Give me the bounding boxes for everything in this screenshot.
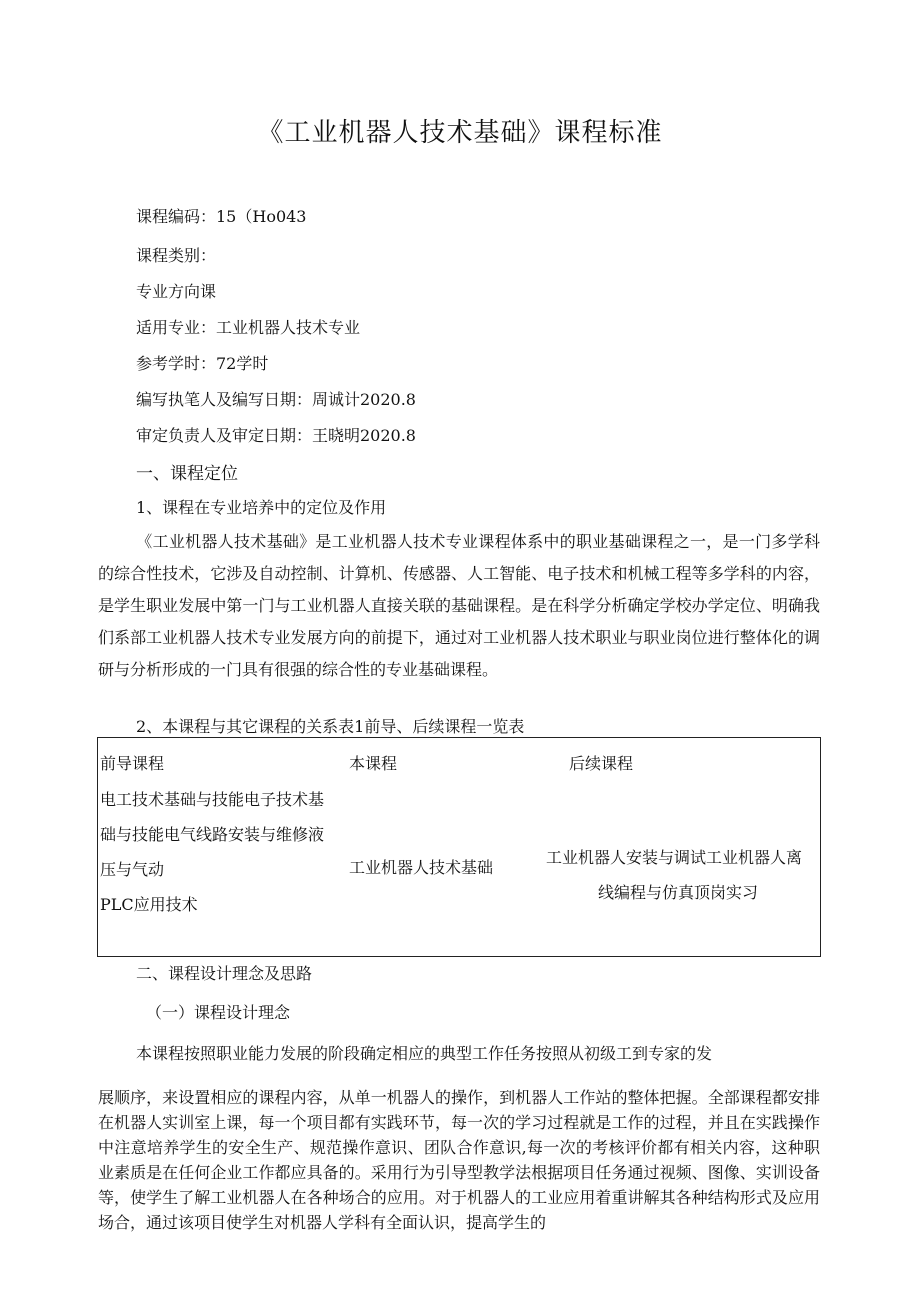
course-type-label: 课程类别： [136,246,217,265]
course-relation-table [97,737,821,957]
header-prerequisite: 前导课程 [100,754,165,773]
prereq-line: 础与技能电气线路安装与维修液 [100,825,325,844]
applicable-major: 适用专业：工业机器人技术专业 [136,318,361,337]
reviewer-date: 审定负责人及审定日期：王晓明2020.8 [136,426,416,445]
section-2-paragraph-first-line: 本课程按照职业能力发展的阶段确定相应的典型工作任务按照从初级工到专家的发 [136,1044,713,1063]
prereq-line: PLC应用技术 [100,895,198,914]
course-type-value: 专业方向课 [136,282,217,301]
section-2-heading: 二、课程设计理念及思路 [136,964,313,983]
current-course: 工业机器人技术基础 [349,858,494,877]
followup-line: 工业机器人安装与调试工业机器人离 [546,848,803,867]
section-1-sub-2: 2、本课程与其它课程的关系表1前导、后续课程一览表 [136,717,525,736]
section-2-sub-1: （一）课程设计理念 [146,1003,291,1022]
course-code: 课程编码：15（Ho043 [136,207,307,226]
reference-hours: 参考学时：72学时 [136,354,269,373]
header-followup: 后续课程 [569,754,634,773]
author-date: 编写执笔人及编写日期：周诚计2020.8 [136,390,416,409]
prereq-line: 电工技术基础与技能电子技术基 [100,790,325,809]
section-2-paragraph: 展顺序，来设置相应的课程内容，从单一机器人的操作，到机器人工作站的整体把握。全部课程都安排在机器人实训室上课，每一个项目都有实践环节，每一次的学习过程就是工作的过程，并且在实践操作中注意培养学生的安全生产、规范操作意识、团队合作意识,每一次的考核评价都有相关内容，这种职业素质是在任何企业工作都应具备的。采用行为引导型教学法根据项目任务通过视频、图像、实训设备等，使学生了解工业机器人在各种场合的应用。对于机器人的工业应用着重讲解其各种结构形式及应用场合，通过该项目使学生对机器人学科有全面认识，提高学生的 [98,1088,820,1232]
prereq-line: 压与气动 [100,860,165,879]
header-current: 本课程 [349,754,398,773]
section-1-paragraph [98,526,820,686]
section-1-heading: 一、课程定位 [136,464,238,484]
section-1-sub-1: 1、课程在专业培养中的定位及作用 [136,498,387,517]
paragraph-text: 《工业机器人技术基础》是工业机器人技术专业课程体系中的职业基础课程之一，是一门多学科的综合性技术，它涉及自动控制、计算机、传感器、人工智能、电子技术和机械工程等多学科的内容，是学生职业发展中第一门与工业机器人直接关联的基础课程。是在科学分析确定学校办学定位、明确我们系部工业机器人技术专业发展方向的前提下，通过对工业机器人技术职业与职业岗位进行整体化的调研与分析形成的一门具有很强的综合性的专业基础课程。 [98,532,820,679]
followup-line: 线编程与仿真顶岗实习 [598,883,759,902]
document-title: 《工业机器人技术基础》课程标准 [257,118,663,148]
